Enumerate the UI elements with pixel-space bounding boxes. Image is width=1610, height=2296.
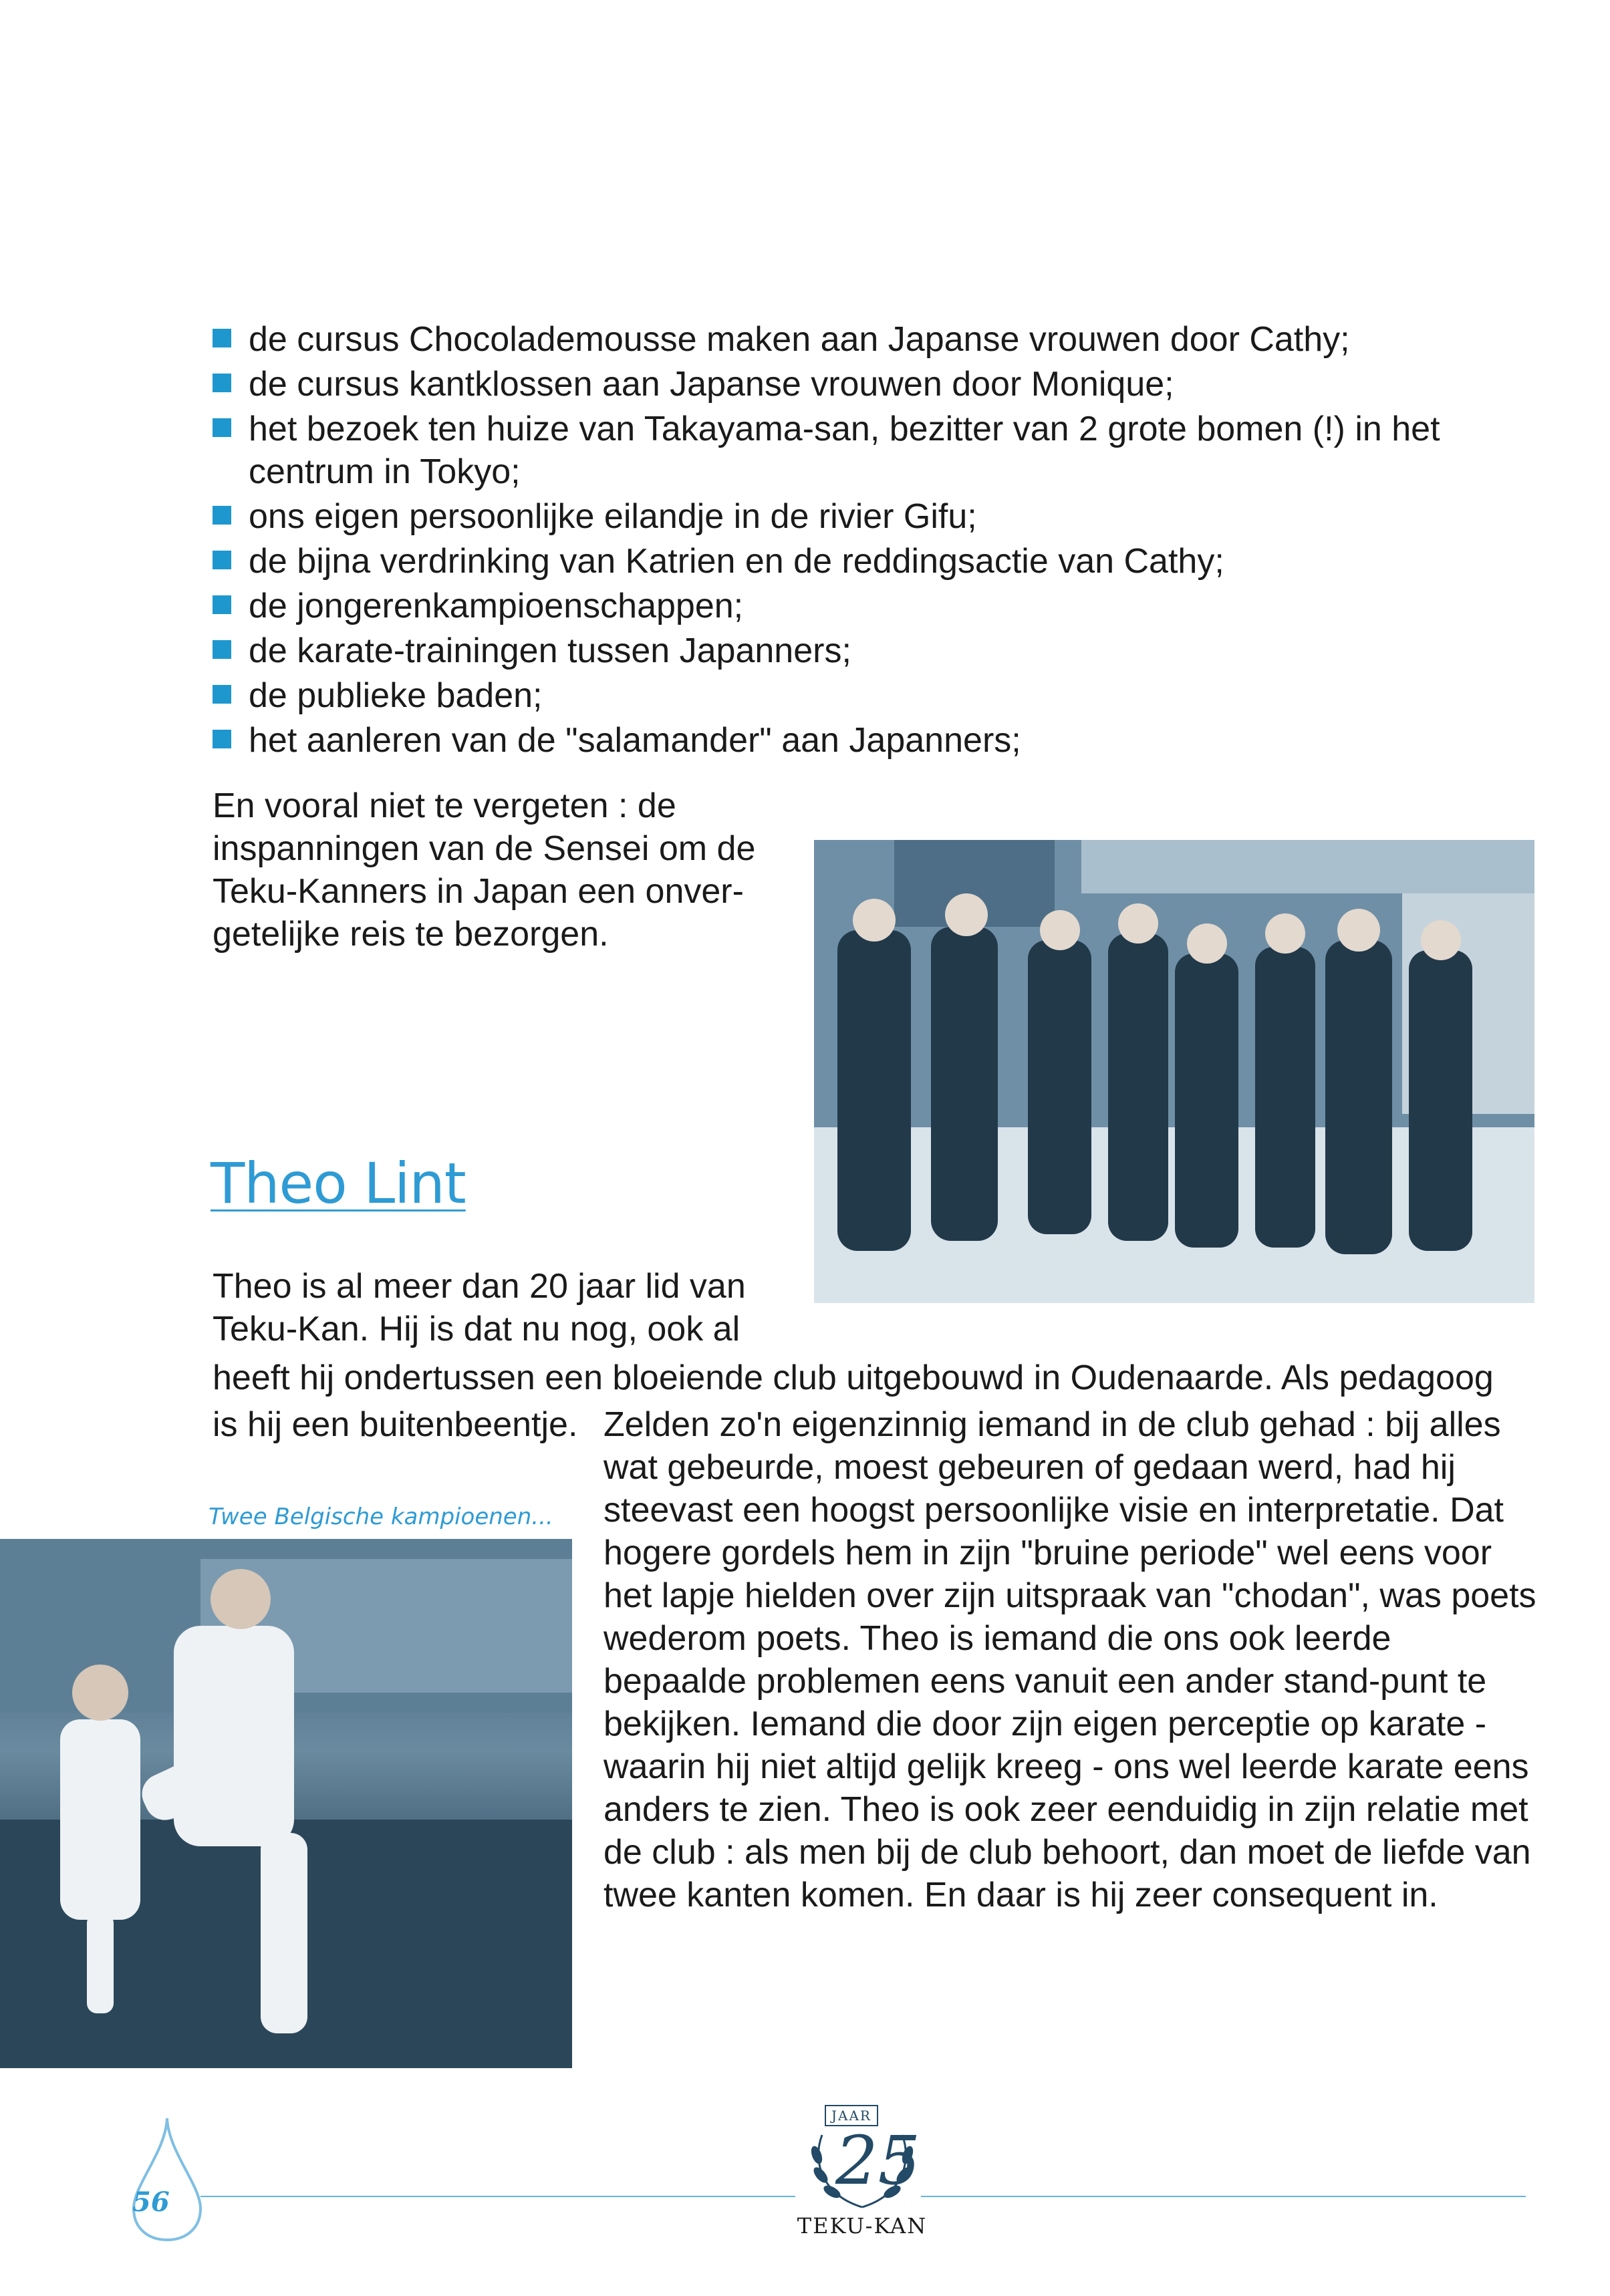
list-item [213, 318, 1522, 361]
section-paragraph-4: Zelden zo'n eigenzinnig iemand in de club gehad : bij alles wat gebeurde, moest gebeuren of gedaan werd, had hij steevast een hoogst persoonlijke visie en interpretatie. Dat hogere gordels hem in zijn "bruine periode" wel eens voor het lapje hielden over zijn uitspraak van "chodan", was poets wederom poets. Theo is iemand die ons ook leerde bepaalde problemen eens vanuit een ander stand-punt te bekijken. Iemand die door zijn eigen perceptie op karate - waarin hij niet altijd gelijk kreeg - ons wel leerde karate eens anders te zien. Theo is ook zeer eenduidig in zijn relatie met de club : als men bij de club behoort, dan moet de liefde van twee kanten komen. En daar is hij zeer consequent in. [603, 1405, 1536, 1914]
square-bullet-icon [213, 730, 231, 748]
list-item-text: de publieke baden; [249, 676, 543, 715]
section-heading: Theo Lint [211, 1151, 466, 1216]
group-photo [814, 840, 1534, 1303]
list-item [213, 363, 1522, 406]
list-item-text: ons eigen persoonlijke eilandje in de rivier Gifu; [249, 497, 977, 536]
square-bullet-icon [213, 418, 231, 437]
list-item [213, 540, 1522, 583]
list-item [213, 585, 1522, 627]
list-item [213, 495, 1522, 538]
list-item [213, 408, 1522, 493]
droplet-icon [127, 2112, 207, 2245]
list-item [213, 674, 1522, 717]
list-item-text: de bijna verdrinking van Katrien en de reddingsactie van Cathy; [249, 542, 1224, 581]
photo-caption: Twee Belgische kampioenen... [209, 1503, 553, 1530]
square-bullet-icon [213, 506, 231, 525]
section-paragraph-3: is hij een buitenbeentje. [213, 1405, 578, 1444]
square-bullet-icon [213, 595, 231, 614]
logo-number: 25 [835, 2122, 921, 2200]
logo-label: JAAR [825, 2105, 878, 2126]
square-bullet-icon [213, 374, 231, 392]
section-paragraph-1: Theo is al meer dan 20 jaar lid van Teku-Kan. Hij is dat nu nog, ook al [213, 1267, 746, 1348]
list-item-text: de karate-trainingen tussen Japanners; [249, 631, 851, 670]
list-item-text: de cursus Chocolademousse maken aan Japanse vrouwen door Cathy; [249, 320, 1350, 359]
list-item-text: de jongerenkampioenschappen; [249, 587, 744, 625]
list-item-text: het aanleren van de "salamander" aan Japanners; [249, 721, 1021, 760]
list-item [213, 629, 1522, 672]
list-item [213, 719, 1522, 762]
square-bullet-icon [213, 329, 231, 347]
square-bullet-icon [213, 685, 231, 704]
footer-rule-left [200, 2196, 795, 2197]
footer-rule-right [921, 2196, 1526, 2197]
bullet-list [213, 318, 1522, 764]
group-photo-illustration [814, 840, 1534, 1303]
karate-photo [0, 1539, 572, 2068]
list-item-text: de cursus kantklossen aan Japanse vrouwen door Monique; [249, 365, 1174, 404]
square-bullet-icon [213, 640, 231, 659]
intro-paragraph: En vooral niet te vergeten : de inspanningen van de Sensei om de Teku-Kanners in Japan een onver-getelijke reis te bezorgen. [213, 786, 756, 954]
section-paragraph-2: heeft hij ondertussen een bloeiende club uitgebouwd in Oudenaarde. Als pedagoog [213, 1358, 1494, 1397]
logo-text: TEKU-KAN [797, 2213, 928, 2239]
list-item-text: het bezoek ten huize van Takayama-san, bezitter van 2 grote bomen (!) in het centrum in Tokyo; [249, 410, 1440, 491]
page-number: 56 [132, 2186, 170, 2218]
square-bullet-icon [213, 551, 231, 569]
karate-photo-illustration [0, 1539, 572, 2068]
